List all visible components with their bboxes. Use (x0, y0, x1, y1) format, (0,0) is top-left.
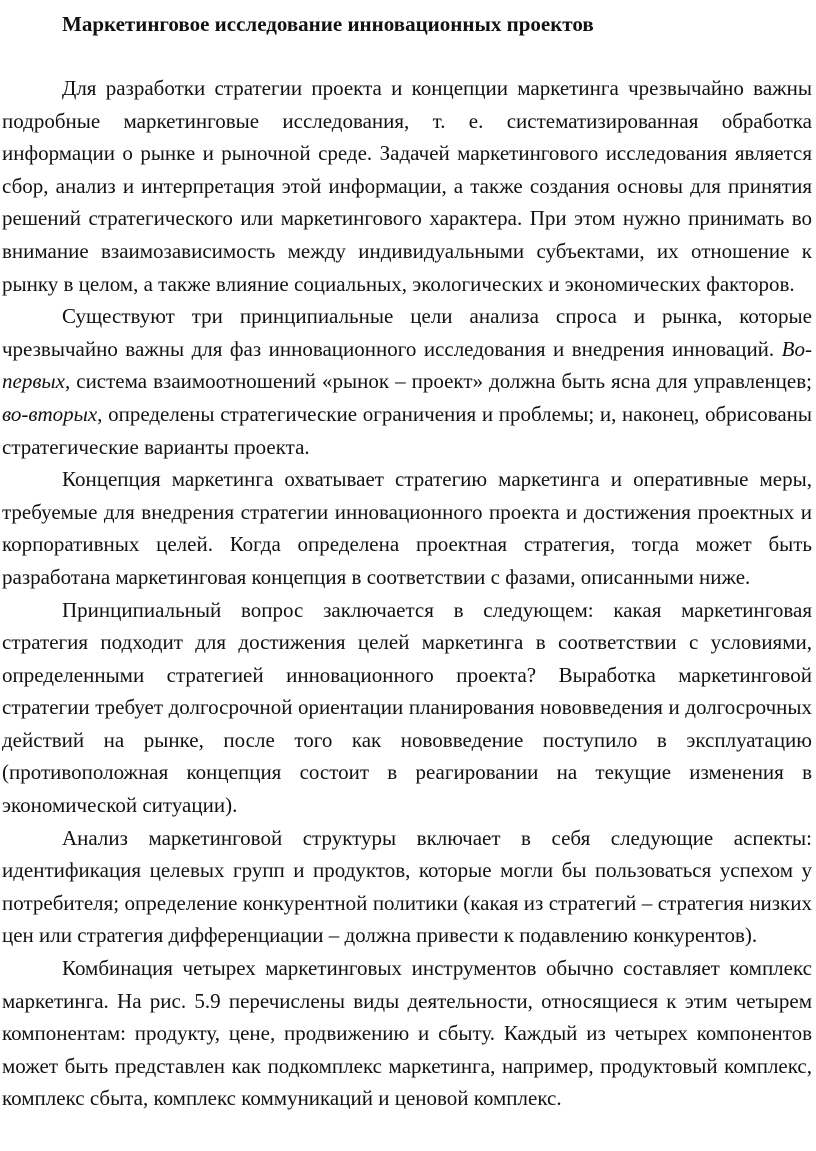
italic-phrase-secondly: во-вторых, (2, 401, 103, 426)
paragraph-6 (2, 952, 812, 1115)
italic-phrase-firstly: Во-первых, (2, 336, 812, 394)
paragraph-text: Комбинация четырех маркетинговых инструментов обычно составляет комплекс маркетинга. На рис. 5.9 перечислены виды деятельности, относящиеся к этим четырем компонентам: продукту, цене, продвижению и сбыту. Каждый из четырех компонентов может быть представлен как подкомплекс маркетинга, например, продуктовый комплекс, комплекс сбыта, комплекс коммуникаций и ценовой комплекс. (2, 956, 812, 1111)
paragraph-2 (2, 300, 812, 463)
paragraph-3 (2, 463, 812, 593)
paragraph-4 (2, 594, 812, 822)
paragraph-text: система взаимоотношений «рынок – проект» должна быть ясна для управленцев; (70, 369, 812, 394)
document-title: Маркетинговое исследование инновационных проектов (62, 12, 594, 36)
document-page (2, 8, 812, 1115)
paragraph-text: определены стратегические ограничения и проблемы; и, наконец, обрисованы стратегические варианты проекта. (2, 401, 812, 459)
paragraph-text: Принципиальный вопрос заключается в следующем: какая маркетинговая стратегия подходит для достижения целей маркетинга в соответствии с условиями, определенными стратегией инновационного проекта? Выработка маркетинговой стратегии требует долгосрочной ориентации планирования нововведения и долгосрочных действий на рынке, после того как нововведение поступило в эксплуатацию (противоположная концепция состоит в реагировании на текущие изменения в экономической ситуации). (2, 597, 812, 818)
paragraph-text: Концепция маркетинга охватывает стратегию маркетинга и оперативные меры, требуемые для внедрения стратегии инновационного проекта и достижения проектных и корпоративных целей. Когда определена проектная стратегия, тогда может быть разработана маркетинговая концепция в соответствии с фазами, описанными ниже. (2, 467, 812, 589)
paragraph-1 (2, 72, 812, 300)
paragraph-text: Для разработки стратегии проекта и концепции маркетинга чрезвычайно важны подробные маркетинговые исследования, т. е. систематизированная обработка информации о рынке и рыночной среде. Задачей маркетингового исследования является сбор, анализ и интерпретация этой информации, а также создания основы для принятия решений стратегического или маркетингового характера. При этом нужно принимать во внимание взаимозависимость между индивидуальными субъектами, их отношение к рынку в целом, а также влияние социальных, экологических и экономических факторов. (2, 76, 812, 296)
paragraph-5 (2, 822, 812, 952)
paragraph-text: Анализ маркетинговой структуры включает в себя следующие аспекты: идентификация целевых групп и продуктов, которые могли бы пользоваться успехом у потребителя; определение конкурентной политики (какая из стратегий – стратегия низких цен или стратегия дифференциации – должна привести к подавлению конкурентов). (2, 825, 812, 948)
paragraph-text: Существуют три принципиальные цели анализа спроса и рынка, которые чрезвычайно важны для фаз инновационного исследования и внедрения инноваций. (2, 304, 812, 361)
